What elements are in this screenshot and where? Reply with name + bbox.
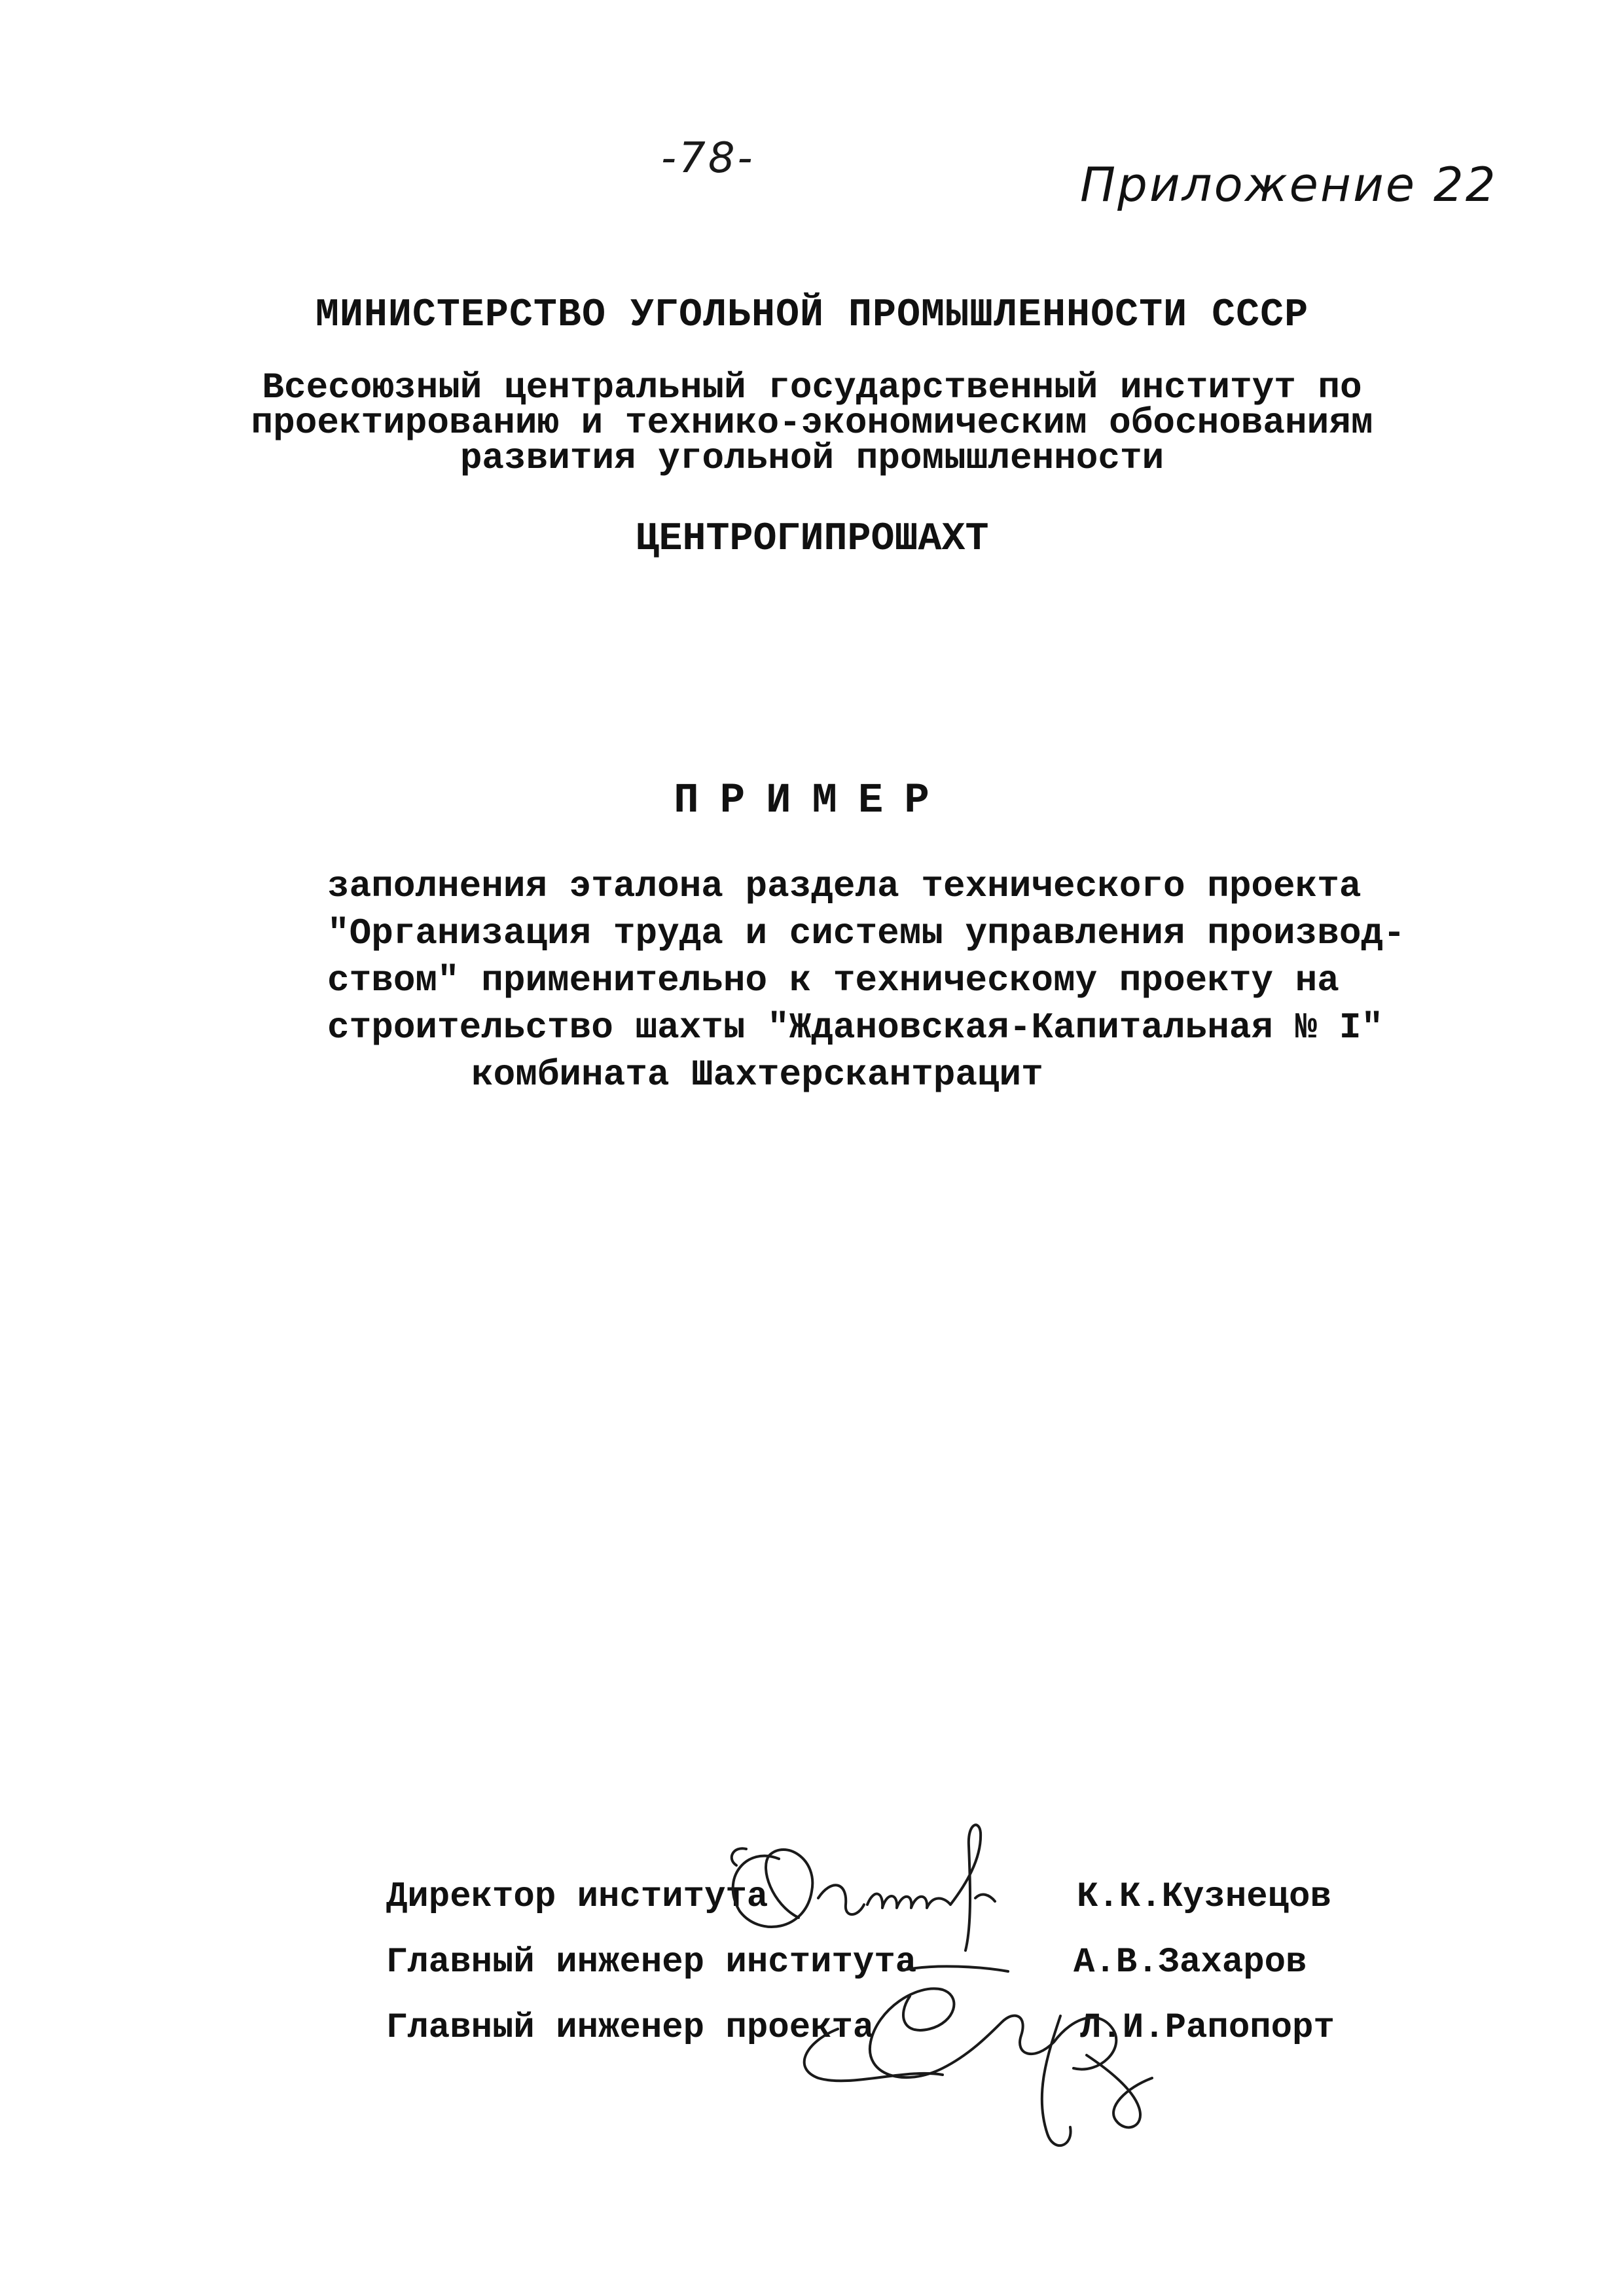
handwritten-signatures: [707, 1820, 1165, 2160]
institute-name-line-2: проектированию и технико-экономическим обоснованиям: [251, 402, 1373, 444]
signatory-role: Директор института: [386, 1877, 768, 1917]
signature-chief-engineer-project: [804, 1966, 1152, 2145]
appendix-label: Приложение 22: [1080, 157, 1498, 212]
description-line-5: комбината Шахтерскантрацит: [471, 1054, 1043, 1096]
institute-name-line-3: развития угольной промышленности: [460, 437, 1164, 479]
ministry-heading: МИНИСТЕРСТВО УГОЛЬНОЙ ПРОМЫШЛЕННОСТИ СССР: [315, 293, 1309, 338]
page-number: -78-: [661, 134, 755, 183]
signatory-role: Главный инженер проекта: [386, 2008, 875, 2048]
signatory-role: Главный инженер института: [386, 1943, 917, 1982]
organization-name: ЦЕНТРОГИПРОШАХТ: [635, 517, 989, 562]
signatory-name: Л.И.Рапопорт: [1080, 2008, 1335, 2048]
signature-director: [732, 1825, 995, 1950]
signatory-name: К.К.Кузнецов: [1077, 1877, 1331, 1917]
description-line-3: ством" применительно к техническому проекту на: [327, 960, 1339, 1001]
description-line-1: заполнения эталона раздела технического проекта: [327, 865, 1362, 907]
institute-name-line-1: Всесоюзный центральный государственный институт по: [262, 367, 1362, 408]
signatory-name: А.В.Захаров: [1074, 1943, 1307, 1982]
description-line-4: строительство шахты "Ждановская-Капитальная № I": [327, 1007, 1384, 1049]
description-line-2: "Организация труда и системы управления производ-: [327, 912, 1405, 954]
document-title: ПРИМЕР: [674, 778, 950, 825]
